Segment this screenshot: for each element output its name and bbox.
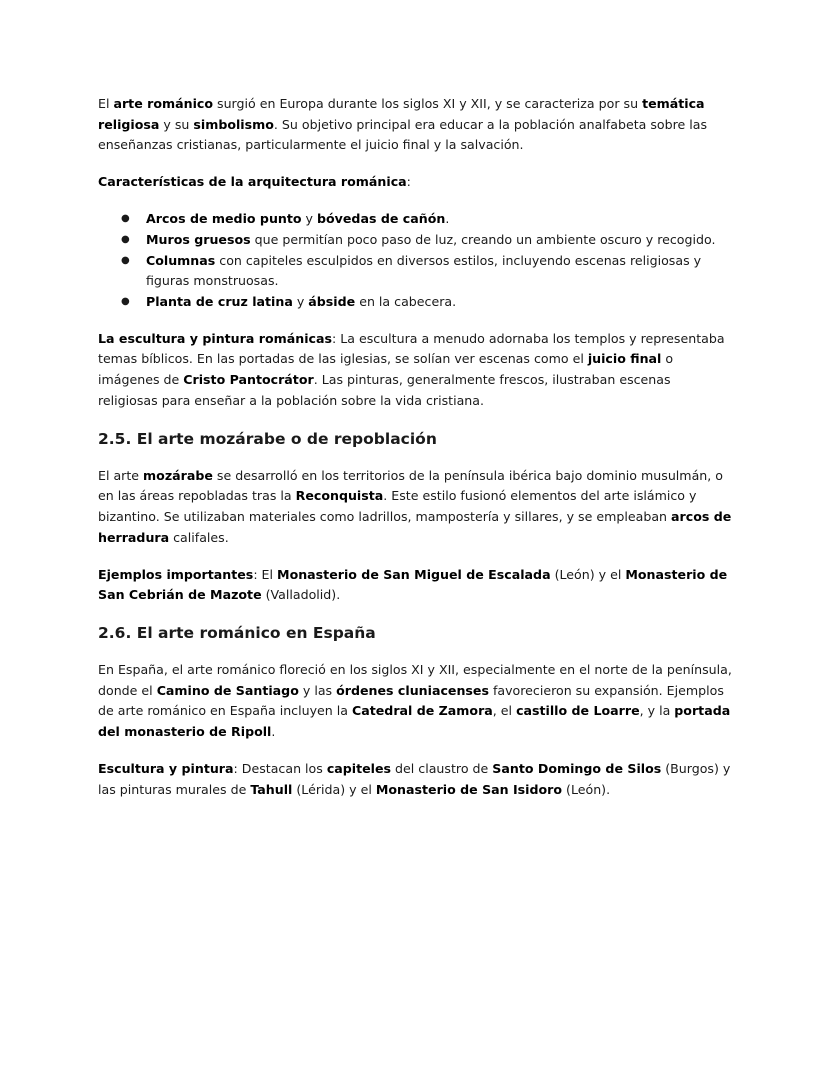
sculpture-painting-paragraph: Escultura y pintura: Destacan los capiteles del claustro de Santo Domingo de Silos (Burgos) y las pinturas murales de Tahull (Lérida) y el Monasterio de San Isidoro (León). — [98, 761, 731, 797]
list-item: ● Columnas con capiteles esculpidos en diversos estilos, incluyendo escenas religiosas y figuras monstruosas. — [146, 251, 732, 292]
list-item: ● Muros gruesos que permitían poco paso de luz, creando un ambiente oscuro y recogido. — [146, 230, 732, 251]
examples-paragraph: Ejemplos importantes: El Monasterio de San Miguel de Escalada (León) y el Monasterio de San Cebrián de Mazote (Valladolid). — [98, 566, 728, 603]
intro-paragraph: El arte románico surgió en Europa durante los siglos XI y XII, y se caracteriza por su temática religiosa y su simbolismo. Su objetivo principal era educar a la población analfabeta sobre las enseñanzas cristianas, particularmente el juicio final y la salvación. — [98, 96, 708, 153]
spain-paragraph: En España, el arte románico floreció en los siglos XI y XII, especialmente en el norte de la península, donde el Camino de Santiago y las órdenes cluniacenses favorecieron su expansión. Ejemplos de arte románico en España incluyen la Catedral de Zamora, el castillo de Loarre, y la portada del monasterio de Ripoll. — [98, 662, 732, 740]
section-heading-mozarabe: 2.5. El arte mozárabe o de repoblación — [98, 429, 437, 448]
list-item: ● Planta de cruz latina y ábside en la cabecera. — [146, 292, 732, 313]
mozarabe-paragraph: El arte mozárabe se desarrolló en los territorios de la península ibérica bajo dominio musulmán, o en las áreas repobladas tras la Reconquista. Este estilo fusionó elementos del arte islámico y bizantino. Se utilizaban materiales como ladrillos, mampostería y sillares, y se empleaban arcos de herradura califales. — [98, 467, 732, 545]
architecture-heading: Características de la arquitectura románica: — [98, 174, 411, 190]
section-heading-romanico-espana: 2.6. El arte románico en España — [98, 624, 376, 643]
sculpture-paragraph: La escultura y pintura románicas: La escultura a menudo adornaba los templos y representaba temas bíblicos. En las portadas de las iglesias, se solían ver escenas como el juicio final o imágenes de Cristo Pantocrátor. Las pinturas, generalmente frescos, ilustraban escenas religiosas para enseñar a la población sobre la vida cristiana. — [98, 330, 725, 408]
architecture-list — [98, 209, 732, 312]
list-item: ● Arcos de medio punto y bóvedas de cañón. — [146, 209, 732, 230]
